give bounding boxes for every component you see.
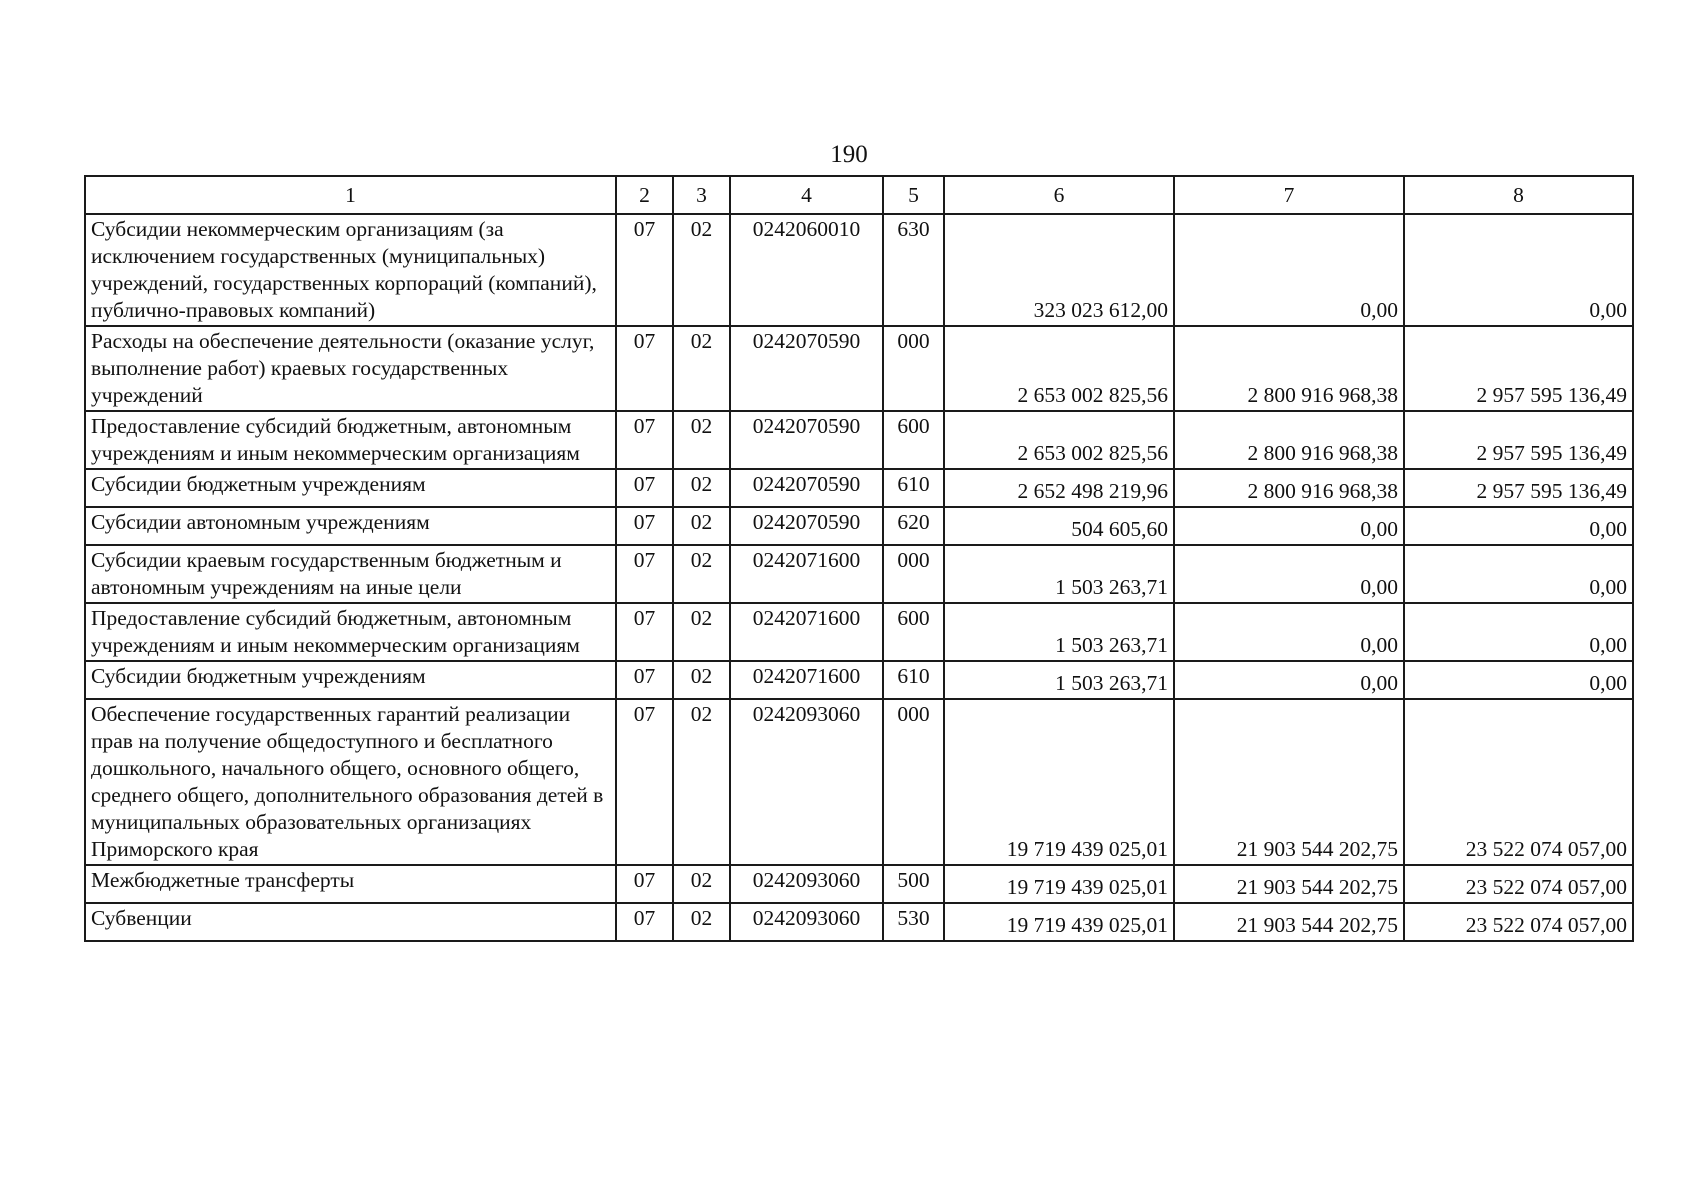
table-row [85,545,1633,603]
row-subsection: 02 [673,865,730,903]
row-name: Субсидии бюджетным учреждениям [85,661,616,699]
row-section: 07 [616,603,673,661]
row-subsection: 02 [673,214,730,326]
row-amount-col6: 19 719 439 025,01 [944,865,1174,903]
row-name: Обеспечение государственных гарантий реализации прав на получение общедоступного и бесплатного дошкольного, начального общего, основного общего, среднего общего, дополнительного образования детей в муниципальных образовательных организациях Приморского края [85,699,616,865]
row-amount-col8: 0,00 [1404,603,1633,661]
row-expense-type: 530 [883,903,944,941]
row-subsection: 02 [673,507,730,545]
row-amount-col6: 1 503 263,71 [944,661,1174,699]
row-subsection: 02 [673,661,730,699]
row-target-code: 0242060010 [730,214,883,326]
row-subsection: 02 [673,545,730,603]
row-amount-col8: 23 522 074 057,00 [1404,699,1633,865]
row-expense-type: 000 [883,326,944,411]
row-subsection: 02 [673,469,730,507]
header-col-6: 6 [944,176,1174,214]
row-amount-col6: 1 503 263,71 [944,603,1174,661]
row-expense-type: 600 [883,603,944,661]
row-amount-col7: 0,00 [1174,214,1404,326]
row-name: Предоставление субсидий бюджетным, автономным учреждениям и иным некоммерческим организациям [85,411,616,469]
row-target-code: 0242093060 [730,699,883,865]
row-amount-col6: 504 605,60 [944,507,1174,545]
table-row [85,326,1633,411]
row-subsection: 02 [673,326,730,411]
row-name: Межбюджетные трансферты [85,865,616,903]
row-target-code: 0242071600 [730,603,883,661]
row-target-code: 0242070590 [730,411,883,469]
row-amount-col7: 0,00 [1174,507,1404,545]
row-amount-col8: 0,00 [1404,545,1633,603]
table-row [85,661,1633,699]
row-amount-col6: 19 719 439 025,01 [944,903,1174,941]
row-section: 07 [616,326,673,411]
row-amount-col8: 0,00 [1404,661,1633,699]
row-section: 07 [616,214,673,326]
row-expense-type: 500 [883,865,944,903]
row-amount-col6: 2 652 498 219,96 [944,469,1174,507]
row-amount-col7: 21 903 544 202,75 [1174,699,1404,865]
row-target-code: 0242071600 [730,545,883,603]
header-col-3: 3 [673,176,730,214]
row-section: 07 [616,507,673,545]
row-amount-col7: 2 800 916 968,38 [1174,326,1404,411]
row-amount-col7: 21 903 544 202,75 [1174,903,1404,941]
table-row [85,865,1633,903]
row-amount-col7: 2 800 916 968,38 [1174,469,1404,507]
row-amount-col8: 23 522 074 057,00 [1404,865,1633,903]
header-col-2: 2 [616,176,673,214]
row-amount-col6: 323 023 612,00 [944,214,1174,326]
row-expense-type: 600 [883,411,944,469]
table-row [85,214,1633,326]
table-row [85,903,1633,941]
row-section: 07 [616,545,673,603]
row-name: Субсидии некоммерческим организациям (за исключением государственных (муниципальных) учреждений, государственных корпораций (компаний), публично-правовых компаний) [85,214,616,326]
row-amount-col7: 0,00 [1174,545,1404,603]
row-name: Субсидии автономным учреждениям [85,507,616,545]
row-target-code: 0242071600 [730,661,883,699]
table-row [85,699,1633,865]
row-expense-type: 000 [883,699,944,865]
header-col-4: 4 [730,176,883,214]
row-amount-col7: 0,00 [1174,603,1404,661]
budget-table [84,175,1634,942]
row-target-code: 0242070590 [730,469,883,507]
row-name: Расходы на обеспечение деятельности (оказание услуг, выполнение работ) краевых государственных учреждений [85,326,616,411]
budget-table-body [85,176,1633,941]
row-amount-col8: 0,00 [1404,507,1633,545]
row-section: 07 [616,661,673,699]
row-name: Субвенции [85,903,616,941]
table-row [85,507,1633,545]
row-target-code: 0242070590 [730,326,883,411]
row-expense-type: 620 [883,507,944,545]
row-name: Предоставление субсидий бюджетным, автономным учреждениям и иным некоммерческим организациям [85,603,616,661]
row-expense-type: 610 [883,469,944,507]
row-section: 07 [616,411,673,469]
row-amount-col8: 2 957 595 136,49 [1404,469,1633,507]
row-subsection: 02 [673,411,730,469]
row-name: Субсидии краевым государственным бюджетным и автономным учреждениям на иные цели [85,545,616,603]
header-row [85,176,1633,214]
row-target-code: 0242093060 [730,903,883,941]
row-subsection: 02 [673,603,730,661]
page-number: 190 [830,141,868,168]
row-amount-col8: 2 957 595 136,49 [1404,326,1633,411]
row-expense-type: 630 [883,214,944,326]
row-section: 07 [616,903,673,941]
row-amount-col8: 2 957 595 136,49 [1404,411,1633,469]
row-expense-type: 000 [883,545,944,603]
row-section: 07 [616,469,673,507]
row-name: Субсидии бюджетным учреждениям [85,469,616,507]
header-col-1: 1 [85,176,616,214]
row-amount-col7: 2 800 916 968,38 [1174,411,1404,469]
row-amount-col8: 23 522 074 057,00 [1404,903,1633,941]
row-subsection: 02 [673,903,730,941]
row-amount-col7: 0,00 [1174,661,1404,699]
table-row [85,603,1633,661]
row-section: 07 [616,699,673,865]
row-section: 07 [616,865,673,903]
row-amount-col8: 0,00 [1404,214,1633,326]
table-row [85,411,1633,469]
row-amount-col6: 19 719 439 025,01 [944,699,1174,865]
header-col-5: 5 [883,176,944,214]
row-target-code: 0242070590 [730,507,883,545]
header-col-7: 7 [1174,176,1404,214]
table-row [85,469,1633,507]
header-col-8: 8 [1404,176,1633,214]
row-amount-col7: 21 903 544 202,75 [1174,865,1404,903]
row-target-code: 0242093060 [730,865,883,903]
row-amount-col6: 1 503 263,71 [944,545,1174,603]
row-amount-col6: 2 653 002 825,56 [944,411,1174,469]
row-amount-col6: 2 653 002 825,56 [944,326,1174,411]
row-expense-type: 610 [883,661,944,699]
row-subsection: 02 [673,699,730,865]
